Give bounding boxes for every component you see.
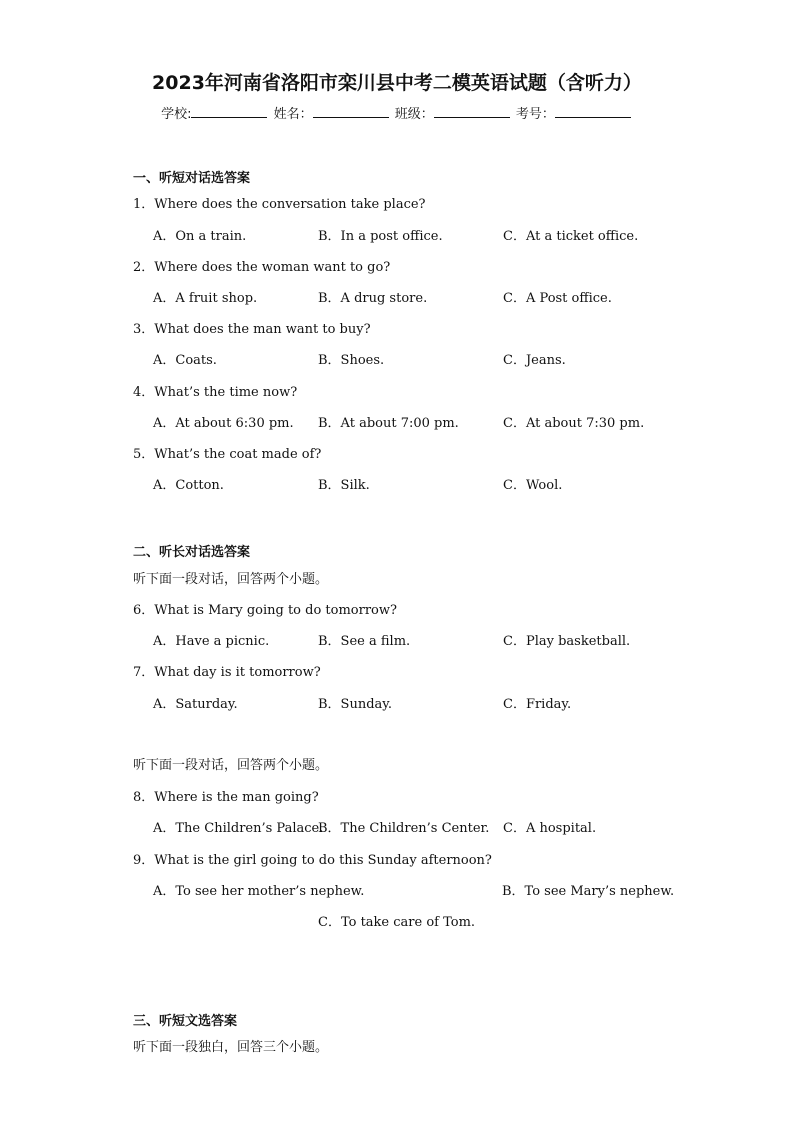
option-b[interactable]: B．See a film. — [318, 634, 411, 649]
option-c[interactable]: C．At a ticket office. — [503, 229, 639, 244]
section-heading: 二、听长对话选答案 — [133, 545, 251, 560]
option-a[interactable]: A．To see her mother’s nephew. — [153, 884, 365, 899]
page-title: 2023年河南省洛阳市栾川县中考二模英语试题（含听力） — [152, 72, 642, 94]
option-c[interactable]: C．At about 7:30 pm. — [503, 416, 645, 431]
question-text: 1．Where does the conversation take place? — [133, 197, 426, 212]
name-blank[interactable] — [313, 105, 389, 118]
question-text: 9．What is the girl going to do this Sunday afternoon? — [133, 853, 492, 868]
option-a[interactable]: A．A fruit shop. — [153, 291, 258, 306]
class-blank[interactable] — [434, 105, 510, 118]
question-text: 3．What does the man want to buy? — [133, 322, 371, 337]
question-text: 7．What day is it tomorrow? — [133, 665, 321, 680]
option-a[interactable]: A．Saturday. — [153, 697, 238, 712]
student-info-line — [0, 103, 794, 122]
option-a[interactable]: A．Coats. — [153, 353, 217, 368]
section-instruction: 听下面一段对话，回答两个小题。 — [133, 572, 329, 587]
option-b[interactable]: B．Shoes. — [318, 353, 385, 368]
option-c[interactable]: C．To take care of Tom. — [318, 915, 476, 930]
question-text: 2．Where does the woman want to go? — [133, 260, 391, 275]
school-label: 学校: — [161, 107, 192, 122]
number-label: 考号： — [515, 107, 555, 122]
school-blank[interactable] — [191, 105, 267, 118]
option-b[interactable]: B．Sunday. — [318, 697, 393, 712]
number-blank[interactable] — [555, 105, 631, 118]
section-instruction: 听下面一段独白，回答三个小题。 — [133, 1040, 329, 1055]
option-a[interactable]: A．On a train. — [153, 229, 247, 244]
option-a[interactable]: A．At about 6:30 pm. — [153, 416, 294, 431]
option-a[interactable]: A．Cotton. — [153, 478, 224, 493]
option-b[interactable]: B．Silk. — [318, 478, 370, 493]
section-heading: 三、听短文选答案 — [133, 1014, 238, 1029]
section-instruction: 听下面一段对话，回答两个小题。 — [133, 758, 329, 773]
option-b[interactable]: B．At about 7:00 pm. — [318, 416, 459, 431]
section-heading: 一、听短对话选答案 — [133, 171, 251, 186]
option-a[interactable]: A．Have a picnic. — [153, 634, 270, 649]
option-b[interactable]: B．To see Mary’s nephew. — [502, 884, 675, 899]
question-text: 4．What’s the time now? — [133, 385, 298, 400]
question-text: 8．Where is the man going? — [133, 790, 319, 805]
option-c[interactable]: C．Play basketball. — [503, 634, 631, 649]
question-text: 6．What is Mary going to do tomorrow? — [133, 603, 397, 618]
option-a[interactable]: A．The Children’s Palace. — [153, 821, 324, 836]
option-c[interactable]: C．Wool. — [503, 478, 563, 493]
option-c[interactable]: C．Jeans. — [503, 353, 566, 368]
option-c[interactable]: C．A Post office. — [503, 291, 612, 306]
name-label: 姓名： — [273, 107, 313, 122]
option-b[interactable]: B．In a post office. — [318, 229, 443, 244]
option-b[interactable]: B．A drug store. — [318, 291, 428, 306]
option-c[interactable]: C．A hospital. — [503, 821, 597, 836]
class-label: 班级： — [394, 107, 434, 122]
option-b[interactable]: B．The Children’s Center. — [318, 821, 490, 836]
question-text: 5．What’s the coat made of? — [133, 447, 322, 462]
option-c[interactable]: C．Friday. — [503, 697, 572, 712]
